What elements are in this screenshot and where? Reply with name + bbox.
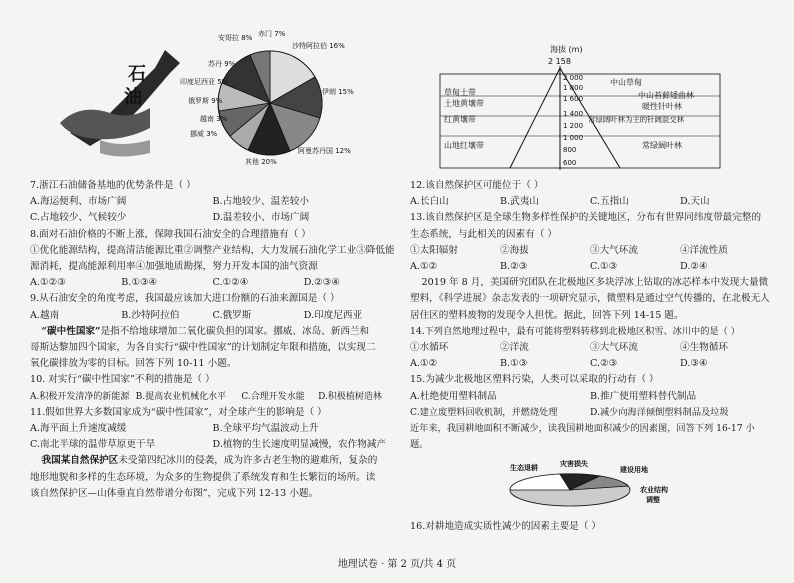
- q11-option-a[interactable]: A.海平面上升速度减缓: [30, 423, 127, 435]
- oil-label-oman: 阿曼苏丹国 12%: [298, 147, 351, 155]
- altitude-tick-1400: 1 400: [563, 110, 584, 118]
- q9-option-d[interactable]: D.印度尼西亚: [303, 309, 363, 321]
- q8-option-a[interactable]: A.①②③: [30, 277, 66, 289]
- altitude-tick-800: 800: [563, 146, 577, 154]
- question-12: 12.该自然保护区可能位于（ ）: [410, 180, 544, 191]
- carbon-term: “碳中性国家”: [41, 325, 101, 337]
- question-10-options: [30, 389, 395, 405]
- q8-option-b[interactable]: B.①③④: [121, 277, 158, 289]
- reserve-passage-line2: 地形地貌和多样的生态环境，为众多的生物提供了系统发育和生长繁衍的场所。读: [30, 471, 376, 483]
- altitude-tick-2000: 2 000: [563, 74, 584, 82]
- question-7: 7.浙江石油储备基地的优势条件是（ ）: [30, 180, 196, 191]
- q15-option-c[interactable]: C.建立废塑料回收机制，并燃烧处理: [410, 406, 558, 418]
- oil-arrow-char-2: 油: [124, 87, 142, 108]
- oil-arrow-graphic: [60, 50, 180, 157]
- q10-option-c[interactable]: C.合理开发水能: [241, 391, 305, 402]
- question-15: 15.为减少北极地区塑料污染，人类可以采取的行动有（ ）: [410, 374, 659, 386]
- soil-label-yellow-earth: 土地黄壤带: [444, 99, 484, 108]
- reserve-term: 我国某自然保护区: [41, 455, 119, 467]
- question-11-options-row1: [30, 421, 395, 437]
- q13-option-c[interactable]: C.①③: [590, 261, 618, 273]
- altitude-zonation-figure: [410, 40, 750, 172]
- farmland-loss-pie-figure: [500, 460, 700, 512]
- reserve-passage-text: 未受第四纪冰川的侵袭，成为许多古老生物的避难所，复杂的: [118, 455, 378, 467]
- q8-option-d[interactable]: D.②③④: [303, 277, 340, 289]
- oil-label-angola: 安哥拉 8%: [218, 34, 253, 42]
- oil-label-russia: 俄罗斯 9%: [188, 97, 223, 105]
- question-7-options-row2: [30, 210, 395, 226]
- carbon-passage-text: 是指不给地球增加二氧化碳负担的国家。挪威、冰岛、新西兰和: [100, 325, 370, 337]
- oil-label-other: 其他 20%: [245, 158, 277, 166]
- q13-item-4: ④洋流性质: [680, 244, 728, 256]
- q7-option-c[interactable]: C.占地较少、气候较少: [30, 212, 127, 224]
- question-9: 9.从石油安全的角度考虑，我国最应该加大进口份额的石油来源国是（ ）: [30, 293, 340, 305]
- q14-option-d[interactable]: D.③④: [680, 358, 708, 370]
- q13-option-d[interactable]: D.②④: [680, 261, 708, 273]
- carbon-passage-line1: [30, 324, 395, 340]
- q14-item-2: ②洋流: [500, 342, 529, 354]
- soil-label-meadow: 草甸土带: [444, 88, 476, 97]
- altitude-tick-1000: 1 000: [563, 134, 584, 142]
- question-13-options: [410, 259, 770, 275]
- oil-label-chimen: 赤门 7%: [258, 30, 286, 38]
- q15-option-d[interactable]: D.减少向海洋倾倒塑料制品及垃圾: [590, 406, 729, 418]
- q10-option-a[interactable]: A.积极开发清净的新能源: [30, 391, 130, 402]
- q9-option-a[interactable]: A.越南: [30, 309, 60, 321]
- oil-label-indonesia: 印度尼西亚 5%: [180, 78, 229, 86]
- altitude-tick-600: 600: [563, 159, 577, 167]
- oil-import-pie-figure: [40, 28, 380, 173]
- question-13-line2: 生态系统，与此相关的因素有（ ）: [410, 228, 557, 240]
- q7-option-a[interactable]: A.海运便利、市场广阔: [30, 196, 127, 208]
- altitude-tick-1600: 1 600: [563, 95, 584, 103]
- left-column: [30, 178, 395, 502]
- question-15-options-row2: [410, 405, 770, 421]
- carbon-passage-line3: 氧化碳排放为零的目标。回答下列 10-11 小题。: [30, 358, 237, 370]
- question-15-options-row1: [410, 389, 770, 405]
- oil-label-sudan: 苏丹 9%: [208, 60, 236, 68]
- q15-option-a[interactable]: A.杜绝使用塑料制品: [410, 390, 497, 402]
- altitude-axis-title: 海拔 (m): [550, 45, 583, 54]
- altitude-tick-1200: 1 200: [563, 122, 584, 130]
- oil-label-vietnam: 越南 3%: [200, 115, 228, 123]
- q14-option-a[interactable]: A.①②: [410, 358, 438, 370]
- farmland-label-eco: 生态退耕: [510, 464, 538, 472]
- q14-item-4: ④生物循环: [680, 342, 728, 354]
- question-8-line2: 源消耗，提高能源利用率④加强地质勘探，努力开发本国的油气资源: [30, 261, 318, 273]
- q13-item-3: ③大气环流: [590, 244, 638, 256]
- q12-option-a[interactable]: A.长白山: [410, 196, 449, 208]
- q14-option-c[interactable]: C.②③: [590, 358, 618, 370]
- q9-option-c[interactable]: C.俄罗斯: [212, 309, 252, 321]
- oil-arrow-char-1: 石: [128, 64, 146, 85]
- farmland-label-agri: 农业结构: [640, 486, 668, 494]
- q10-option-b[interactable]: B.提高农业机械化水平: [135, 391, 227, 402]
- q12-option-d[interactable]: D.天山: [680, 196, 710, 208]
- q13-option-b[interactable]: B.②③: [500, 261, 528, 273]
- reserve-passage-line3: 该自然保护区—山体垂直自然带谱分布图”，完成下列 12-13 小题。: [30, 487, 319, 499]
- question-8: 8.面对石油价格的不断上涨，保障我国石油安全的合理措施有（ ）: [30, 228, 311, 240]
- q13-option-a[interactable]: A.①②: [410, 261, 438, 273]
- q12-option-c[interactable]: C.五指山: [590, 196, 629, 208]
- oil-label-norway: 挪威 3%: [190, 130, 218, 138]
- page-footer: 地理试卷 · 第 2 页/共 4 页: [337, 559, 457, 570]
- reserve-passage-line1: [30, 453, 395, 469]
- q11-option-d[interactable]: D.植物的生长速度明显减慢，农作物减产: [212, 439, 386, 451]
- question-7-options-row1: [30, 194, 395, 210]
- q7-option-b[interactable]: B.占地较少、温差较小: [212, 196, 309, 208]
- q7-option-d[interactable]: D.温差较小、市场广阔: [212, 212, 310, 224]
- question-14-options: [410, 356, 770, 372]
- question-11: 11.假如世界大多数国家成为“碳中性国家”，对全球产生的影响是（ ）: [30, 406, 327, 418]
- farmland-label-disaster: 灾害损失: [560, 460, 588, 468]
- altitude-tick-1800: 1 800: [563, 84, 584, 92]
- veg-label-mixed-forest: 常绿阔叶林为主的针阔混交林: [588, 115, 685, 124]
- q13-item-2: ②海拔: [500, 244, 529, 256]
- right-column: [410, 178, 770, 453]
- q11-option-c[interactable]: C.南北半球的温带草原更干旱: [30, 439, 156, 451]
- veg-label-meadow: 中山草甸: [610, 78, 642, 87]
- veg-label-warm-conifer: 暖性针叶林: [642, 102, 682, 111]
- question-13-items: [410, 243, 770, 259]
- plastic-passage-line2: 塑料，《科学进展》杂志发表的一项研究显示，微塑料是通过空气传播的，在北极无人: [410, 293, 770, 305]
- soil-label-red-yellow: 红黄壤带: [444, 115, 476, 124]
- question-8-line1: ①优化能源结构，提高清洁能源比重②调整产业结构，大力发展石油化学工业③降低能: [30, 244, 395, 256]
- oil-label-saudi: 沙特阿拉伯 16%: [292, 42, 345, 50]
- question-14-items: [410, 340, 770, 356]
- veg-label-moss-forest: 中山苔藓矮曲林: [638, 91, 694, 100]
- farmland-label-construction: 建设用地: [620, 466, 648, 474]
- question-14: 14.下列自然地理过程中，最有可能将塑料转移到北极地区积雪、冰川中的是（ ）: [410, 325, 740, 337]
- q10-option-d[interactable]: D.积极植树造林: [318, 391, 382, 402]
- oil-label-iran: 伊朗 15%: [322, 88, 354, 96]
- q14-item-1: ①水循环: [410, 342, 449, 354]
- question-8-options: [30, 275, 395, 291]
- q15-option-b[interactable]: B.推广使用塑料替代制品: [590, 390, 697, 402]
- q14-item-3: ③大气环流: [590, 342, 638, 354]
- question-11-options-row2: [30, 437, 395, 453]
- q9-option-b[interactable]: B.沙特阿拉伯: [121, 309, 180, 321]
- question-9-options: [30, 308, 395, 324]
- plastic-passage-line1: 2019 年 8 月，美国研究团队在北极地区多块浮冰上钻取的冰芯样本中发现大量微: [421, 277, 769, 289]
- q11-option-b[interactable]: B.全球平均气温波动上升: [212, 423, 319, 435]
- question-13: 13.该自然保护区是全球生物多样性保护的关键地区，分布有世界同纬度带最完整的: [410, 212, 762, 224]
- q13-item-1: ①太阳辐射: [410, 244, 458, 256]
- veg-label-evergreen: 常绿阔叶林: [642, 141, 682, 150]
- question-12-options: [410, 194, 770, 210]
- q12-option-b[interactable]: B.武夷山: [500, 196, 539, 208]
- q8-option-c[interactable]: C.①②④: [212, 277, 249, 289]
- q14-option-b[interactable]: B.①③: [500, 358, 528, 370]
- farmland-label-adjust: 调整: [646, 496, 660, 504]
- farmland-passage: 近年来，我国耕地面积不断减少，读我国耕地面积减少的因素图，回答下列 16-17 小题。: [410, 423, 755, 451]
- plastic-passage-line3: 居住区的塑料废物的发现令人担忧。据此，回答下列 14-15 题。: [410, 309, 684, 321]
- question-10: 10. 对实行“碳中性国家”不利的措施是（ ）: [30, 374, 215, 386]
- altitude-peak-label: 2 158: [548, 57, 571, 66]
- soil-label-mountain-red: 山地红壤带: [444, 141, 484, 150]
- question-16: 16.对耕地造成实质性减少的因素主要是（ ）: [410, 521, 601, 532]
- carbon-passage-line2: 哥斯达黎加四个国家，为各自实行“碳中性国家”的计划制定年限和措施，以实现二: [30, 342, 376, 354]
